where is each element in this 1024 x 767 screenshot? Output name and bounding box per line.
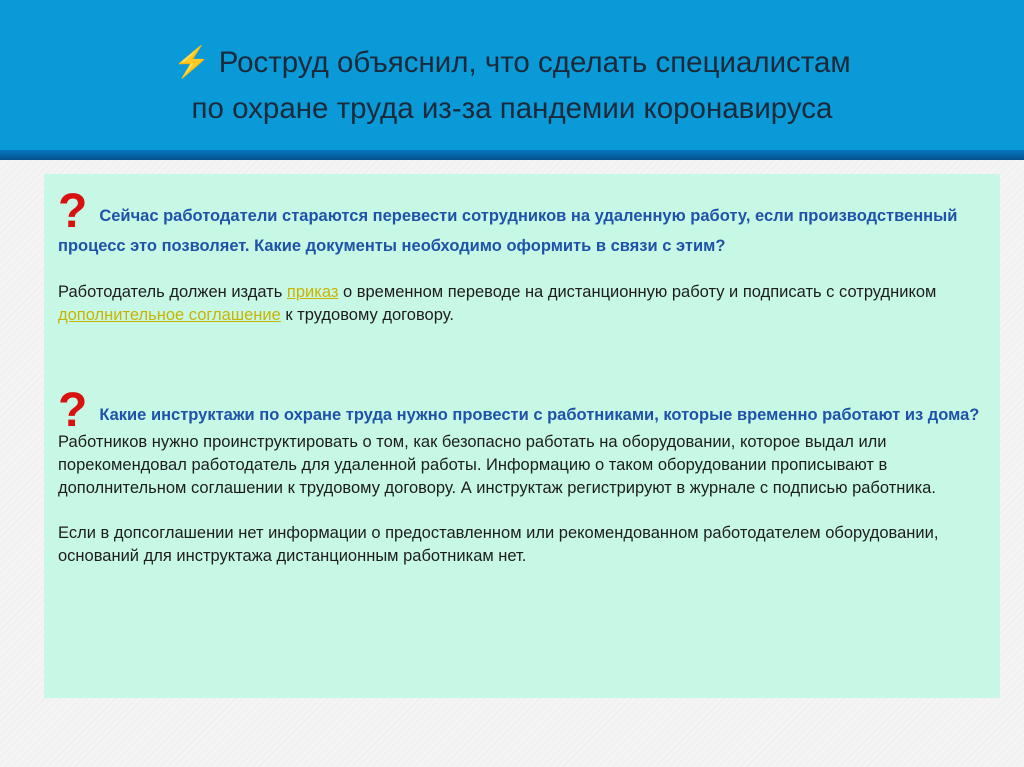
question-mark-icon: ?: [58, 384, 88, 437]
question-2-text: Какие инструктажи по охране труда нужно провести с работниками, которые временно работают из дома?: [99, 406, 980, 424]
answer-1-text-b: о временном переводе на дистанционную работу и подписать с сотрудником: [338, 283, 937, 301]
faq-answer-2-note: Если в допсоглашении нет информации о предоставленном или рекомендованном работодателем оборудовании, оснований для инструктажа дистанционным работникам нет.: [58, 524, 939, 565]
answer-1-text-c: к трудовому договору.: [280, 306, 454, 324]
question-1-text: Сейчас работодатели стараются перевести сотрудников на удаленную работу, если производственный процесс это позволяет. Какие документы необходимо оформить в связи с этим?: [58, 207, 958, 255]
faq-answer-1: [58, 281, 986, 327]
slide-title: [0, 40, 1024, 132]
faq-question-1: [58, 185, 986, 261]
faq-item-1: [58, 185, 986, 327]
order-link[interactable]: приказ: [286, 283, 339, 301]
faq-item-2: [58, 384, 986, 568]
faq-question-2: [58, 384, 986, 437]
question-mark-icon: ?: [58, 185, 88, 238]
title-line-1-text: Роструд объяснил, что сделать специалистам: [218, 46, 851, 79]
title-line-2: по охране труда из-за пандемии коронавируса: [191, 92, 833, 125]
supplementary-agreement-link[interactable]: дополнительное соглашение: [58, 306, 281, 324]
faq-panel: [44, 174, 1000, 698]
faq-answer-2: Работников нужно проинструктировать о том, как безопасно работать на оборудовании, которое выдал или порекомендовал работодатель для удаленной работы. Информацию о таком оборудовании прописывают в дополнительном соглашении к трудовому договору. А инструктаж регистрируют в журнале с подписью работника.: [58, 433, 936, 497]
answer-1-text-a: Работодатель должен издать: [58, 283, 287, 301]
title-line-1: [0, 40, 1024, 86]
lightning-icon: ⚡: [173, 46, 211, 79]
header-divider: [0, 150, 1024, 160]
